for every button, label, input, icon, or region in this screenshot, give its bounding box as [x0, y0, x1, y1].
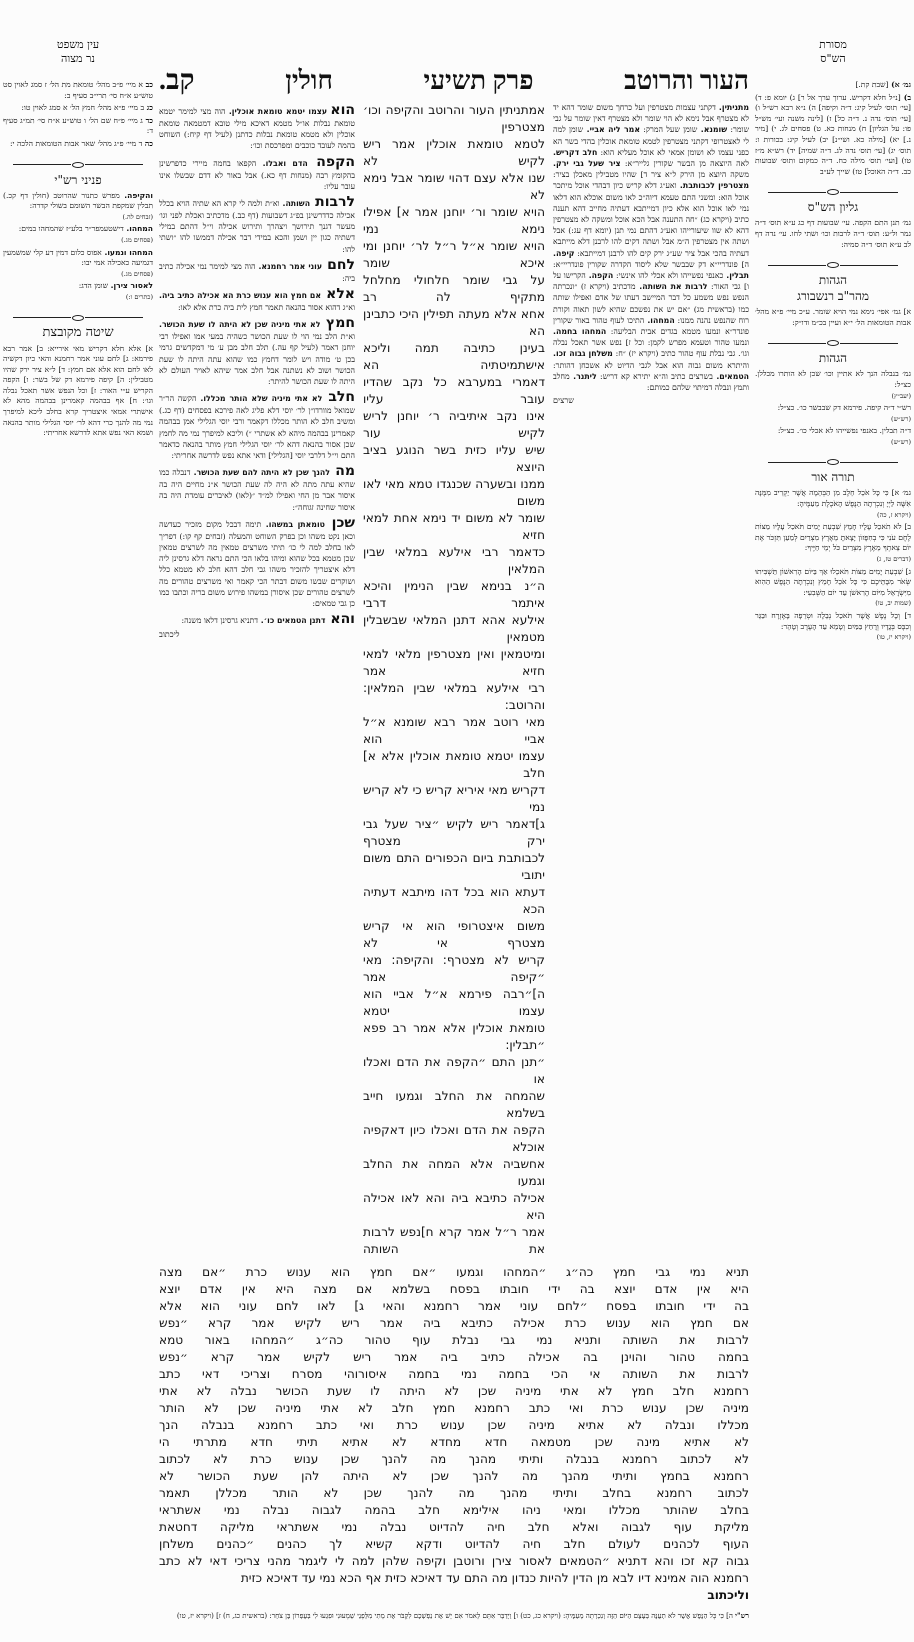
ein-mishpat-mark: כג [144, 103, 153, 113]
gemara-line: כדאמר רבי אילעא במלאי שבין המלאין [363, 545, 545, 576]
gemara-last-word: וליכתוב [707, 1588, 749, 1602]
ein-mishpat-text: ג מיי׳ פ״ח שם הל׳ ו טוש״ע א״ח סי׳ תמ״ג סעיף ד: [3, 115, 153, 136]
tosafot-dibbur-hamatchil: הדם ואבלו. [256, 158, 308, 168]
torah-or-verse [755, 488, 911, 520]
tosafot-block [159, 315, 355, 387]
gemara-line: גבוה קא זכו והא דתניא ״הטמאים לאסור צירן ורוטבן וקיפה שלהן למה לי ליגמר מהני צריכי דאי לא כתב [159, 1554, 749, 1568]
tosafot-block [159, 286, 355, 313]
center-region [159, 30, 749, 1622]
rashi-comment: כאנפי נפשייהו ולא אכלי להו אינשי: [613, 271, 724, 281]
ein-mishpat-text: ב מיי׳ פ״א מהל׳ חמץ הל׳ א סמג לאוין טו: [21, 103, 145, 113]
gemara-wide-block [159, 1553, 749, 1587]
hagahot-entry [755, 369, 911, 401]
rashi-torah-references [159, 1610, 749, 1622]
pninei-rashi-entry [3, 224, 153, 245]
torah-or-source: (דברים טז, ג) [876, 555, 911, 564]
rashi-column [553, 102, 749, 407]
left-margin [3, 30, 153, 441]
pninei-rashi-heading: והקיפה. [119, 190, 153, 200]
pninei-rashi-source: (פסחים מג.) [121, 235, 153, 244]
mesoret-title-line1: מסורת [819, 38, 847, 51]
rashi-dibbur-hamatchil: שומנא. [697, 125, 728, 135]
rashi-comment: מדכתיב (ויקרא ז) ״ונכרתה הנפש נפש משמע כל דבר המיישב דעתו של אדם ואפילו שותה כמו (בראשית מג) ״אם יש את נפשכם שהיא לשון תאוה וקורת רוח שהנפש נהנה ממנו: [553, 282, 749, 325]
tosafot-dibbur-hamatchil: לא אתי מיניה שלא הותר מכללו. [196, 394, 323, 404]
shita-mekubetzet-title: שיטה מקובצת [42, 324, 114, 340]
rashi-comment: לאה היוצאה מן הבשר שקורין גלייר״א: [620, 159, 749, 169]
tosafot-text: דתניא גרסינן דלאו משנה: [181, 616, 259, 626]
tosafot-block [159, 611, 355, 627]
rashi-footer-item: ה] כִּי כָּל הַנֶּפֶשׁ אֲשֶׁר לֹא תְעֻנֶּה בְּעֶצֶם הַיּוֹם הַזֶּה וְנִכְרְתָה מֵעַמֶּיהָ: (ויקרא כג, כט) [520, 1612, 733, 1620]
gemara-line: תניא נמי גבי חמץ כה״ג ״המחהו וגמעו ״אם חמץ הוא ענוש כרת ״אם מצה [159, 1265, 749, 1279]
rashi-dibbur-hamatchil: הקפה. [585, 271, 614, 281]
tosafot-text: הקשה הר״ר שמואל מוורדו״ן לר׳ יוסי דלא פליג לאה פירכא בפסחים (דף כג.) ומשיב חלב לא הותר מכללו דקאמר ורבי יוסי הגלילי אמן בבהמה קאמרינן בבהמה מיהא לא אשתרי ״) וליכא למיפרך נמי מה לחמץ שכן אסור בהנאה דהא לר׳ יוסי הגלילי חמץ מותר בהנאה כדאמר התם וי״ל דלרבי יוסי [הגלילי] ודאי אתא נפש לדרשה אחריתי: [159, 394, 355, 461]
ein-mishpat-entry [3, 116, 153, 137]
rashi-dibbur-hamatchil: המחהו בחמה. [553, 327, 607, 337]
tosafot-opening-word: חמץ [320, 315, 355, 332]
gemara-line: אחא אלא מעתה תפילין היכי כתבינן הא [363, 307, 545, 338]
ornament-divider [755, 262, 911, 268]
rashi-dibbur-hamatchil: המחהו. [644, 315, 675, 325]
rashi-comment: ונמעו טהור וטעמא מפרש לקמן: וכל ז] נפש אשר תאכל נבלה וגו׳. גבי נבלת עוף טהור כתיב (ויקרא יז) ״ח: [553, 338, 749, 359]
torah-or-verse [755, 567, 911, 609]
tosafot-opening-word: מה [329, 463, 355, 480]
gemara-line: לטמא טומאת אוכלין אמר ריש לקיש לא [363, 137, 545, 168]
gemara-line: דעתא הוא בכל דהו מיתבא דעתיה הכא [363, 885, 545, 916]
gemara-line: אחשביה אלא המחה את החלב וגמעו [363, 1157, 545, 1188]
gemara-line: אילעא אהא דתנן המלאי שבשבלין מטמאין [363, 613, 545, 644]
ornament-divider [755, 340, 911, 346]
gemara-line: קריש לא מצטרף: והקיפה: מאי ״קיפה אמר [363, 953, 545, 984]
gemara-line: דאמרי במערבא כל נקב שהדיו עובר עליו [363, 375, 545, 406]
hagahot-ranshburg-text: א] גמ׳ אפי׳ נימא נמי הויא שומר. ע״כ מיי׳ פ״א מהל׳ אבות הטומאות הל׳ י״א ועיין בכ״מ ודו״ק: [755, 307, 911, 327]
ein-mishpat-title [3, 38, 153, 66]
rashi-footer-item: ז] (ויקרא יז, טו) [176, 1612, 221, 1620]
gemara-line: מאי רוטב אמר רבא שומנא א״ל אביי הוא [363, 715, 545, 746]
ein-mishpat-text: ד מיי׳ פ״ג מהל׳ שאר אבות הטומאות הלכה י: [9, 138, 143, 148]
tosafot-block [159, 194, 355, 255]
ein-mishpat-text: א מיי׳ פ״ב מהל׳ טומאת מת הל׳ ז סמג לאוין סט טוש״ע א״ח סי׳ תרי״ב סעיף ב: [3, 80, 153, 100]
pninei-rashi-entry [3, 191, 153, 223]
tosafot-dibbur-hamatchil: דתנן הטמאים כו׳. [258, 616, 326, 626]
gemara-line: בעינן כתיבה תמה וליכא אישתמיטתיה הא [363, 341, 545, 372]
tosafot-dibbur-hamatchil: עצמו יטמא טומאת אוכלין. [228, 107, 328, 116]
rashi-dibbur-hamatchil: קיפה. [553, 248, 575, 258]
gemara-line: היא אין אדם יוצא בה ידי חובתו בפסח בשלמא אם מצה היא אין אדם יוצא [159, 1282, 749, 1296]
pninei-rashi-source: (כתרים ו:) [125, 292, 153, 301]
pninei-rashi-entry [3, 281, 153, 302]
gemara-line: ומיטמאין ואין מצטרפין מלאי למאי חזיא אמר [363, 647, 545, 678]
rashi-dibbur-hamatchil: חלב דקריש. [553, 147, 598, 157]
mesoret-hashas-section [755, 80, 911, 177]
rashi-comment: ואע״ג דלא קריש כיון דבהדי אוכל מיתכר אוכל הוא: ומשני התם טעמא דיוה״כ לאו משום אוכלא הוא דלאו נמי לאו אוכל הוא אלא כיון דמייתבא דעתיה מחייב דהא תענה כתיב (ויקרא כג) ״חה התענה אבל הכא אוכל ומשקה לא מצטרפין דהא לא שוו שיעורייהו ואע״ג דהתם נמי תנן (יומא דף עג:) אבל ושתה אין מצטרפין ה״מ אבל ושתה דקים להו לרבנן דלא מייתבא דעתיה בהכי אבל ציר שע״ג ירק קים להו לרבנן דמייתבא: [553, 181, 749, 258]
main-text-area [159, 102, 749, 1258]
tosafot-block [159, 154, 355, 192]
rashi-comment: הקרישו על ו] גבי האור: [553, 271, 749, 292]
mesoret-text: [שבת קת.] [855, 80, 889, 89]
torah-or-text: ד] וְכָל נֶפֶשׁ אֲשֶׁר תֹּאכַל נְבֵלָה וּטְרֵפָה בָּאֶזְרָח וּבַגֵּר וְכִבֶּס בְּגָדָיו וְרָחַץ בַּמַּיִם וְטָמֵא עַד הָעֶרֶב וְטָהֵר: [755, 611, 911, 631]
hagahot-text: גמ׳ בנבלה הנך לא אתיין וכו׳ שכן לא הותרו מכללן. כצ״ל: [755, 369, 911, 389]
rashi-dibbur-hamatchil: לרבות את השותה. [635, 282, 708, 292]
tosafot-opening-word: לרבות [310, 194, 355, 211]
ein-mishpat-section [3, 80, 153, 150]
tosafot-opening-word: הקפה [307, 153, 355, 170]
torah-or-source: (ויקרא ז, כה) [877, 510, 911, 519]
gemara-line: לא אתיא מינה שכן מטמאה חדא מחדא לא אתיא תיתי חדא מתרתי הי [159, 1435, 749, 1449]
mesoret-entry [755, 80, 911, 91]
gemara-line: על גבי שומר חלחולי מחלחל מתקיף לה רב [363, 273, 545, 304]
rashi-dibbur-hamatchil: ציר שעל גבי ירק. [553, 159, 621, 169]
hagahot-entry [755, 403, 911, 424]
tosafot-text: תימה דבכל מקום מזכיר כעדשה וכאן נקט משהו וכן בפרק השוחט והמעלה (זבחים קף קו:) דפריך לאו בחלב למה לי כו׳ תיתי משרצים טמאין מה לשרצים טמאין שכן מטמא בכל שהוא ומיהו בלאו הכי התם נראה דלא גרסינן ליה דלא איצטריך להזכיר משהו גבי חלב דהא חלב לא מטמא כלל ושוקרים שבשו משום דבתר הכי קאמר ואי משרצים טהורים מה לשרצים טהורים שכן איסורן במשהו פירוש משום בריה וכתבו כמו כן גבי טמאים: [159, 519, 355, 609]
rashi-footer-item: ו] וַיְדַבֵּר אִתָּם לֵאמֹר אִם יֵשׁ אֶת נַפְשְׁכֶם לִקְבֹּר אֶת מֵתִי מִלְּפָנַי שְׁמָעוּנִי וּפִגְעוּ לִי בְּעֶפְרוֹן בֶּן צֹחַר: (בראשית כג, ח) [223, 1612, 519, 1620]
hagahot-title: הגהות [818, 351, 848, 366]
gilyon-hashas-title: גליון הש"ס [807, 200, 859, 215]
gemara-line: ג]דאמר ריש לקיש ״ציר שעל גבי ירק מצטרף [363, 817, 545, 848]
gemara-line: אמר ר״ל אמר קרא ח]נפש לרבות את השותה [363, 1225, 545, 1256]
gemara-line: לרבות את השותה אי הכי בחמה נמי בחמה איסורוהי מסרח וצריכי דאי כתב [159, 1367, 749, 1381]
gemara-line: אמתניתין העור והרוטב והקיפה וכו׳ מצטרפין [363, 103, 545, 134]
gemara-line: הויא שומר א״ל ר״ל לר׳ יוחנן ומי איכא שומר [363, 239, 545, 270]
gemara-line: לא לכתוב רחמנא בנבלה ותיתי מהנך מה להנך שכן ענוש כרת לא לכתוב [159, 1452, 749, 1466]
tosafot-text: הוה מצי למימר נמי אכילה כתיב ביה: [159, 261, 355, 283]
gemara-line: לרבות את השותה ותניא נמי גבי נבלת עוף טהור כה״ג ״המחהו באור טמא [159, 1333, 749, 1347]
tosafot-opening-word: לחם [322, 256, 356, 273]
pninei-rashi-source: (זבחים לה.) [122, 212, 153, 221]
rashi-comment: שומן שעל המרק: [640, 125, 698, 135]
rashi-comment: ה] פונדריי״א דק שבבשר שלא ליסוד הקדרה שקורין פונדריי״א: [553, 259, 749, 269]
gemara-line: בחלב שהותר מכללו ומאי ניהו אילימא חלב בהמה לגבוה נבלה נמי אשתראי [159, 1503, 749, 1517]
ein-mishpat-mark: כד [142, 115, 153, 125]
torah-or-title: תורה אור [811, 470, 855, 485]
right-margin [755, 30, 911, 645]
gemara-line: רבי אילעא במלאי שבין המלאין: והרוטב: [363, 681, 545, 712]
hagahot-ranshburg-title2: מהר"ב רנשבורג [796, 289, 870, 304]
ein-mishpat-entry [3, 103, 153, 114]
gemara-line: העוף לכהנים לעולם חלב חיה להדיוט ודקא קשיא לך כהנים ״כהנים משלחן [159, 1537, 749, 1551]
mesoret-title-line2: הש"ס [820, 52, 846, 65]
pninei-rashi-heading: לאסור צירן. [107, 281, 153, 291]
pninei-rashi-heading: המחהו. [123, 224, 153, 234]
shita-mekubetzet-text: א] אלא חלא דקריש מאי אירייא: ב] אמר רבא פירמא: ג] לחם עוני אמר רחמנא והאי כיון דקשיה לאו לחם הוא אלא אם חמץ: ד] ל״א ציר ירק שהיו מטבילין: ה] קיפה פירמא דק של בשר: ו] הקפה הקריש ע״י האור: ז] וכל הנפש אשר תאכל נבלה וגו׳: ח] אף בבהמה קאמרינן בבהמה מהא לא אישתרי אמאי איצטריך קרא בחלב ליכא למיפרך נמי מה להנך כרי דהא לר׳ יוסי הגלילי מותר בהנאה ושמא האי נפש אתא לדרשא אחריתי: [3, 343, 153, 438]
hagahot-source: (רש״ש) [891, 414, 911, 423]
gemara-line: הקפה את הדם ואכלו כיון דאקפיה אוכלא [363, 1123, 545, 1154]
hagahot-source: (רש״ש) [891, 437, 911, 446]
ein-mishpat-entry [3, 139, 153, 150]
hagahot-entry [755, 426, 911, 447]
tosafot-blocks [159, 154, 355, 628]
tosafot-opening-word: והא [325, 611, 355, 628]
gemara-line: שהמחה את החלב וגמעו חייב בשלמא [363, 1089, 545, 1120]
tosafot-opening-word: חלב [322, 389, 356, 406]
pninei-rashi-text: דישטעמפר״ר בלע״ז שהמחהו במים: [18, 224, 124, 234]
hagahot-text: רש״י ד״ה קיפה. פירמא דק שבבשר כו׳. כצ״ל: [777, 403, 911, 413]
gemara-line: שנו אלא עצם דהוי שומר אבל נימא לא [363, 171, 545, 202]
rashi-comment: משקה היוצא מן הירק ל״א ציר ד] שהיו מטבילין מאכלן בציר: [553, 170, 749, 180]
rashi-comment: מחלב ותמץ ונבלה דמיתוי שלהם כמותם: [553, 371, 749, 393]
gemara-line: רחמנא חלב חמץ לא אתי מיניה שכן לא היתה לו שעת הכושר נבלה לא אתי [159, 1384, 749, 1398]
gemara-line: עצמו יטמא טומאת אוכלין אלא א] חלב [363, 749, 545, 780]
hagahot-text: ד״ה תבלין. באנפי נפשייהו לא אכלי כו׳. כצ״ל: [777, 426, 911, 436]
gemara-line: בה ידי חובתו בפסח ״לחם עוני אמר רחמנא והאי ג] לאו לחם עוני הוא אלא [159, 1299, 749, 1313]
torah-or-source: (שמות יב, טו) [875, 599, 911, 608]
tosafot-dibbur-hamatchil: עוני אמר רחמנא. [255, 261, 323, 271]
chapter-name: העור והרוטב [624, 66, 749, 95]
pninei-rashi-source: (פסחים מג.) [121, 269, 153, 278]
pninei-rashi-entry [3, 248, 153, 280]
ein-mishpat-mark: כה [142, 138, 153, 148]
gemara-line: אכילה כתיבא ביה והא לאו אכילה היא [363, 1191, 545, 1222]
pninei-rashi-section [3, 191, 153, 303]
pninei-rashi-heading: המחהו ונמעו. [101, 247, 153, 257]
hagahot-ranshburg-title1: הגהות [818, 273, 848, 288]
tosafot-opening-word: אלא [321, 286, 356, 303]
tosafot-text: וא״ת ולמה לי קרא הא שתיה הויא בכלל אכילה כדדרשינן בפ״ג דשבועות (דף כב.) מדכתיב ואכלת לפני וגו׳ מעשר דגנך תירושך ויצהרך ותירוש אכילה וי״ל דהתם במילי דשתיה כגון יין ושמן והכא במידי דבר אכילה דממשו להו ״ושתי להו: [159, 199, 355, 254]
rashi-dibbur-hamatchil: משלחן גבוה זכו. [553, 349, 613, 359]
torah-or-section [755, 488, 911, 642]
ornament-divider [3, 315, 153, 321]
mesoret-entry [755, 93, 911, 178]
gemara-line: טומאת אוכלין אלא אמר רב פפא ״תבלין: [363, 1021, 545, 1052]
rashi-comment: והיתרא משום גבוה הוא אבל לגבי הדיוט לא אשכחן דהותר: [553, 360, 749, 370]
tosafot-text: וא״ת הלב נמי הוי לו שעת הכושר כשהיה במעי אמו ואפילו רבי יוחנן דאמר (לעיל קף עה.) תלב חלב מבן ע׳ מי דמקדשים גרמי בכן ט׳ מודה ויש לומר דחמץ כמו שהוא עתה היתה לו שעת הכושר ושוב לא נשתנה אבל חלב אמר שיהא לאויר העולם לא היתה לו שעת הכושר להיתר: [159, 332, 355, 387]
mesoret-title [755, 38, 911, 66]
ornament-divider [755, 459, 911, 465]
tosafot-opening-word: שכן [324, 514, 355, 531]
tosafot-opening-word: הוא [330, 102, 355, 118]
gemara-line: שומר לא משום יד נימא אחת למאי חזיא [363, 511, 545, 542]
rashi-catchword: שרצים [553, 396, 574, 406]
gemara-line: לכתוב רחמנא בחלב ותיתי מהנך מה להנך שכן לא הותר מכללן תאמר [159, 1486, 749, 1500]
gemara-column [363, 102, 545, 1258]
rashi-dibbur-hamatchil: מצטרפין לכבותבת. [676, 181, 749, 191]
gemara-line: ממנו ובשערה שכנגדו טמא מאי לאו משום [363, 477, 545, 508]
gemara-top-block [363, 102, 545, 1258]
torah-or-verse [755, 611, 911, 643]
tosafot-column [159, 102, 355, 641]
tosafot-dibbur-hamatchil: לא אתי מיניה שכן לא היתה לו שעת הכושר. [159, 320, 321, 330]
ornament-divider [3, 162, 153, 168]
rashi-comment: שומן למה לי לאצטרופי דקתני מצטרפין לטמא טומאת אוכלין בהדי בשר הא כפני עצמו לא ושומן אמאי לא אוכל מעליא הוא: [553, 125, 749, 157]
rashi-text-flow [553, 102, 749, 393]
torah-or-text: ג] שִׁבְעַת יָמִים מַצּוֹת תֹּאכֵלוּ אַךְ בַּיּוֹם הָרִאשׁוֹן תַּשְׁבִּיתוּ שְּׂאֹר מִבָּתֵּיכֶם כִּי כָּל אֹכֵל חָמֵץ וְנִכְרְתָה הַנֶּפֶשׁ הַהִוא מִיִּשְׂרָאֵל מִיּוֹם הָרִאשֹׁן עַד יוֹם הַשְּׁבִעִי: [755, 566, 911, 597]
hagahot-section [755, 369, 911, 447]
tosafot-block [159, 463, 355, 513]
ein-mishpat-title-line1: עין משפט [56, 38, 100, 51]
gemara-line: בחמה טהור והוינן בה אכילה כתיב ביה אמר ריש לקיש אמר קרא ״נפש [159, 1350, 749, 1364]
gemara-line: שיש עליו כזית בשר הנוגע בציב היוצא [363, 443, 545, 474]
mesoret-mark: ב) [900, 92, 911, 102]
rashi-dibbur-hamatchil: ליתנר. [569, 371, 597, 381]
daf-number: קב. [159, 65, 195, 96]
tractate-name: חולין [285, 66, 333, 95]
page-header [159, 30, 749, 102]
pninei-rashi-text: שומן הדג: [78, 281, 108, 291]
tosafot-dibbur-hamatchil: השותה. [279, 199, 311, 209]
gemara-line: ״תנן התם ״הקפה את הדם ואכלו או [363, 1055, 545, 1086]
gemara-line: הויא שומר ור׳ יוחנן אמר א] אפילו נימא נמי [363, 205, 545, 236]
rashi-comment: דקתני עצמות מצטרפין ועל כרחך משום שומר דהא יד לא מצטרף אבל נימא לא הוי שומר ולא מצטרף דאין שומר על גבי שומר: [553, 103, 749, 135]
tosafot-dibbur-hamatchil: טומאתן במשהו. [261, 519, 325, 529]
tosafot-dibbur-hamatchil: להנך שכן לא היתה להם שעת הכושר. [190, 468, 330, 478]
rashi-comment: בשרצים כתיב וה״א יתירא קא דריש: [596, 371, 713, 381]
tosafot-dibbur-hamatchil: אם חמץ הוא ענוש כרת הא אכילה כתיב ביה. [159, 291, 322, 301]
gemara-line: אינו נקב איתיביה ר׳ יוחנן לריש לקיש עור [363, 409, 545, 440]
torah-or-source: (ויקרא יז, טו) [876, 633, 911, 642]
tosafot-block [159, 257, 355, 284]
pninei-rashi-text: אפוס כלום דמין דע קלי שמשמעין דגמיעה כאכילה אמי יבו: [3, 247, 153, 268]
rashi-footer-label: רש"י [735, 1611, 749, 1620]
torah-or-verse [755, 522, 911, 564]
gemara-line: דקריש מאי איריא קריש כי לא קריש נמי [363, 783, 545, 814]
gemara-line: רחמנא הוה אמינא דיו לבא מן הדין להיות כנדון מה התם עד דאיכא כזית אף הכא נמי עד דאיכא כזית [240, 1571, 749, 1585]
rashi-dibbur-hamatchil: הטמאים. [712, 371, 750, 381]
rashi-dibbur-hamatchil: מתניתין. [715, 103, 749, 112]
gemara-line: רחמנא בחמץ ותיתי מהנך מה להנך שכן לא היתה להן שעת הכושר לא [159, 1469, 749, 1483]
ornament-divider [755, 189, 911, 195]
gemara-line: מכללו ונבלה לא אתיא מיניה שכן ענוש כרת ואי כתב רחמנא בנבלה הנך [159, 1418, 749, 1432]
tosafot-block [159, 515, 355, 609]
gemara-line: אם חמץ הוא ענוש כרת אכילה כתיבא ביה אמר ריש לקיש אמר קרא ״נפש [159, 1316, 749, 1330]
gemara-line: מיניה שכן ענוש כרת ואי כתב רחמנא חמץ חלב לא אתי מיניה שכן לא הותר [159, 1401, 749, 1415]
tosafot-block [159, 389, 355, 461]
gemara-line: ה״נ בנימא שבין הנימין והיכא איתמר דרבי [363, 579, 545, 610]
tosafot-text: וא״ג דהוא אסור בהנאה תאמר חמץ לית ביה כרת אלא לאו: [177, 303, 355, 313]
gemara-line: לכבותבת ביום הכפורים התם משום יתובי [363, 851, 545, 882]
chapter-number: פרק תשיעי [423, 66, 534, 95]
mesoret-mark: גמ׳ א) [888, 80, 911, 89]
torah-or-text: ב] לֹא תֹאכַל עָלָיו חָמֵץ שִׁבְעַת יָמִים תֹּאכַל עָלָיו מַצּוֹת לֶחֶם עֹנִי כִּי בְחִפָּזוֹן יָצָאתָ מֵאֶרֶץ מִצְרַיִם לְמַעַן תִּזְכֹּר אֶת יוֹם צֵאתְךָ מֵאֶרֶץ מִצְרַיִם כֹּל יְמֵי חַיֶּיךָ: [755, 522, 911, 553]
tosafot-text: הוה מצי למימר יטמא טומאת נבלות או״ל מטמא דאיכא מילי טובא דמטמאה טומאת אוכלין ולא מטמא טומאת נבלות כדתנן (לעיל דף קיח:) השוחט בהמה לעובד כוכבים ומפרכסת וכו׳: [159, 107, 355, 151]
ein-mishpat-mark: כב [142, 80, 153, 89]
rashi-dibbur-hamatchil: אמר ליה אביי. [583, 125, 640, 135]
ein-mishpat-title-line2: נר מצוה [61, 52, 95, 65]
gemara-line: ה]״רבה פירמא א״ל אביי הוא עצמו יטמא [363, 987, 545, 1018]
rashi-blocks [553, 102, 749, 393]
rashi-dibbur-hamatchil: תבלין. [723, 271, 749, 281]
gemara-line: מליקת עוף לגבוה ואלא חלב חיה להדיוט נבלה נמי אשתראי מליקה דחטאת [159, 1520, 749, 1534]
hagahot-source: (יעב״ץ) [891, 391, 911, 400]
gilyon-hashas-text: גמ׳ תנן התם הקפה. עי׳ שבועות דף כג ע״א תוס׳ ד״ה גמר ול״ע: תוס׳ ד״ה לרבות וכו׳ ושתי לחו. עי׳ נדה דף לב ע״א תוס׳ ד״ה סמיה: [755, 218, 911, 249]
tosafot-catchword: ליכתוב [159, 630, 180, 640]
tosafot-text: הקפאו בחמה מיירי כדפרשינן בהקומץ רבה (מנחות דף כא.) אבל באור לא דדם שבשלו אינו עובר עליו: [159, 158, 355, 191]
gemara-full-block [159, 1264, 749, 1553]
torah-or-text: גמ׳ א] כִּי כָּל אֹכֵל חֵלֶב מִן הַבְּהֵמָה אֲשֶׁר יַקְרִיב מִמֶּנָּה אִשֶּׁה לַיְיָ וְנִכְרְתָה הַנֶּפֶשׁ הָאֹכֶלֶת מֵעַמֶּיהָ: [755, 488, 911, 509]
pninei-rashi-title: פניני רש"י [54, 172, 102, 187]
rashi-comment: התיכו לעוף טהור באור שקורין פונדר״א ונמעו מטמא בגדים אבית הבליעה: [553, 315, 749, 337]
gemara-line: משום איצטרופי הוא אי קריש מצטרף אי לא [363, 919, 545, 950]
pninei-rashi-text: מפרש כתנור שהרוטב (חולין דף קכ.) תבלין שמקפת הבשר השומם בשולי קדרה: [3, 190, 153, 211]
tosafot-text: דנבלה כמו שהיא עתה מתה לא היה לה שעת הכושר א״נ מחיים היה בה איסור אבר מן החי ואפילו למ״ד ״(לאו) לאיברים עומדת היה בה איסור שחינה זגוחה״: [159, 468, 355, 512]
mesoret-text: [נ״ל חלא דקריש. ערוך ערך אל ר] ג) יומא פ: ד) [עי׳ תוס׳ לעיל קיג: ד״ה וקיפה] ה) נ״א רבא רש״ל ו) [עי׳ תוס׳ נדה נ. ד״ה כל] ז) [לינה משנה ועי׳ מש״ל פו: על הגליון] ח) מנחות כא. ט) פסחים לג. י) [מיר נ.] יא) [מילה כא. ושי״נ] יב) לעיל קיג: בכורות ו: תוס׳ יג) [עי׳ תוס׳ נדה לג. ד״ה שמיה] יד) רש״א מ״ז טו) [ועי׳ תוס׳ מילה כח. ד״ה כמקום ותוס׳ שבועות כב. ד״ה האוכל] טז) שייך לע״ב [755, 92, 911, 176]
ein-mishpat-entry [3, 80, 153, 101]
